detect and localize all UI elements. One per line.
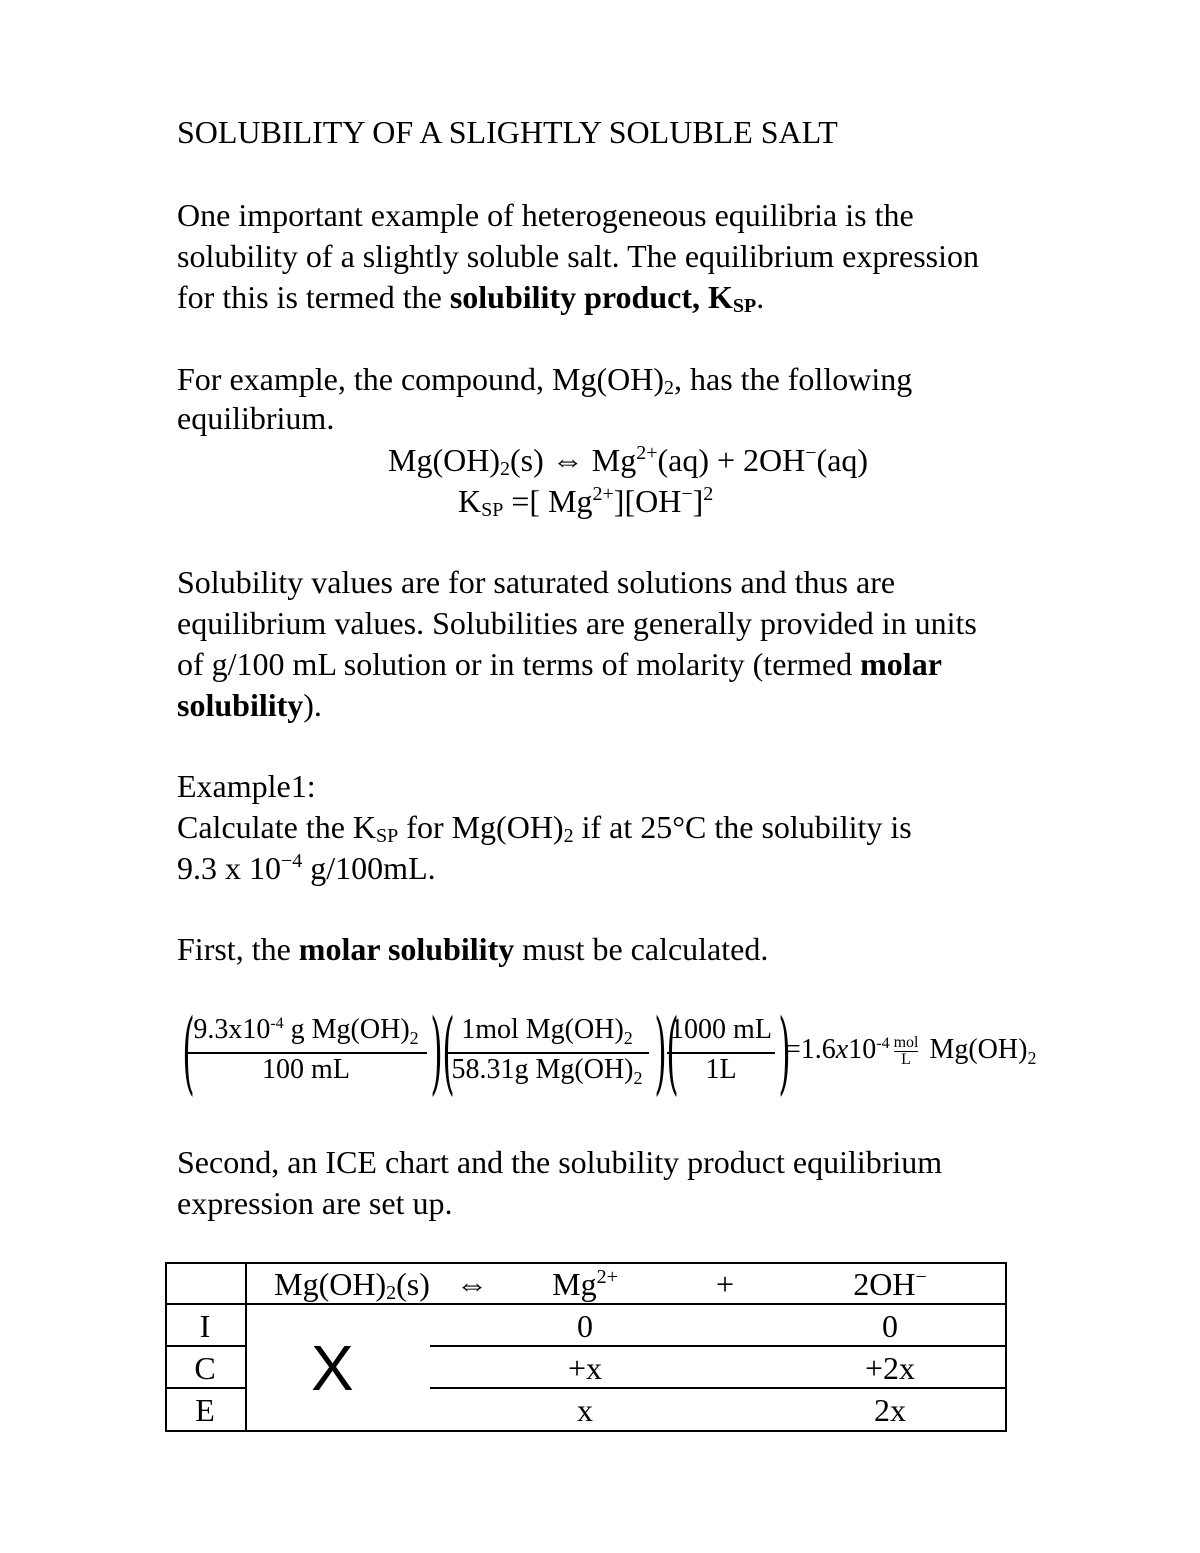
ice-solid-x-mark: X bbox=[311, 1332, 354, 1404]
intro-line-2: solubility of a slightly soluble salt. The equilibrium expression bbox=[177, 238, 979, 274]
ice-row-label: C bbox=[194, 1350, 216, 1386]
first-step-text: First, the molar solubility must be calculated. bbox=[177, 931, 769, 967]
ice-header-arrow: ⇔ bbox=[456, 1266, 488, 1302]
solubility-line-1: Solubility values are for saturated solutions and thus are bbox=[177, 564, 896, 600]
ice-row-label: I bbox=[199, 1308, 211, 1344]
ice-header-oh-ion: 2OH− bbox=[853, 1266, 927, 1302]
right-paren: ) bbox=[778, 1000, 791, 1105]
conversion-result: $=1.6x10^{-4}$ mol L $Mg(OH)_2$ bbox=[785, 1034, 1037, 1069]
solubility-line-4: solubility). bbox=[177, 687, 322, 723]
second-step-line-1: Second, an ICE chart and the solubility product equilibrium bbox=[177, 1144, 943, 1180]
ice-header-mg-ion: $Mg^{2+}$ bbox=[552, 1266, 618, 1302]
fraction-1-numerator: $9.3x10^{-4}$ g $Mg(OH)_2$ bbox=[193, 1014, 419, 1048]
solubility-line-2: equilibrium values. Solubilities are generally provided in units bbox=[177, 605, 977, 641]
ice-header-reactant: $Mg(OH)_2(s)$ bbox=[274, 1266, 430, 1304]
ice-row-label: E bbox=[195, 1392, 215, 1428]
unit-fraction: mol L bbox=[893, 1034, 919, 1069]
solubility-product-term: solubility product, $K_{SP}$ bbox=[449, 279, 757, 317]
ksp-expression: $K_{SP}$ =[ $Mg^{2+}][OH^-]^2$ bbox=[458, 483, 714, 521]
ice-cell-mg: 0 bbox=[577, 1308, 593, 1344]
ice-table bbox=[165, 1262, 1007, 1432]
solubility-line-3: of g/100 mL solution or in terms of molarity (termed molar bbox=[177, 646, 942, 682]
example1-question-line-1: Calculate the $K_{SP}$ for $Mg(OH)_2$ if at 25°C the solubility is bbox=[177, 809, 912, 847]
left-paren: ( bbox=[182, 1000, 195, 1105]
fraction-2-numerator: 1mol $Mg(OH)_2$ bbox=[461, 1014, 633, 1048]
ice-header-plus: + bbox=[715, 1266, 735, 1302]
example-intro-line-1: For example, the compound, $Mg(OH)_2$, has the following bbox=[177, 361, 913, 399]
second-step-line-2: expression are set up. bbox=[177, 1185, 453, 1221]
ice-cell-oh: +2x bbox=[864, 1350, 916, 1386]
ice-cell-oh: 0 bbox=[882, 1308, 898, 1344]
ice-cell-mg: x bbox=[577, 1392, 593, 1428]
example1-question-line-2: 9.3 x $10^{-4}$ g/100mL. bbox=[177, 850, 436, 886]
dissolution-equation: $Mg(OH)_2(s)$ ⇔ $Mg^{2+}(aq) + 2OH^-(aq)$ bbox=[388, 442, 869, 480]
ice-cell-mg: +x bbox=[567, 1350, 603, 1386]
fraction-3-numerator: 1000 mL bbox=[670, 1014, 772, 1045]
fraction-2-denominator: 58.31g $Mg(OH)_2$ bbox=[451, 1054, 643, 1088]
left-paren: ( bbox=[666, 1000, 679, 1105]
example1-heading: Example1: bbox=[177, 768, 316, 804]
fraction-1-denominator: 100 mL bbox=[262, 1054, 350, 1085]
document-title: SOLUBILITY OF A SLIGHTLY SOLUBLE SALT bbox=[177, 114, 838, 150]
intro-line-3: for this is termed the solubility product, $K_{SP}$. bbox=[177, 279, 765, 317]
right-paren: ) bbox=[654, 1000, 667, 1105]
left-paren: ( bbox=[442, 1000, 455, 1105]
fraction-3-denominator: 1L bbox=[705, 1054, 737, 1085]
molar-solubility-conversion bbox=[177, 1000, 1137, 1105]
intro-line-1: One important example of heterogeneous equilibria is the bbox=[177, 197, 914, 233]
example-intro-line-2: equilibrium. bbox=[177, 400, 335, 436]
right-paren: ) bbox=[430, 1000, 443, 1105]
ice-cell-oh: 2x bbox=[874, 1392, 906, 1428]
